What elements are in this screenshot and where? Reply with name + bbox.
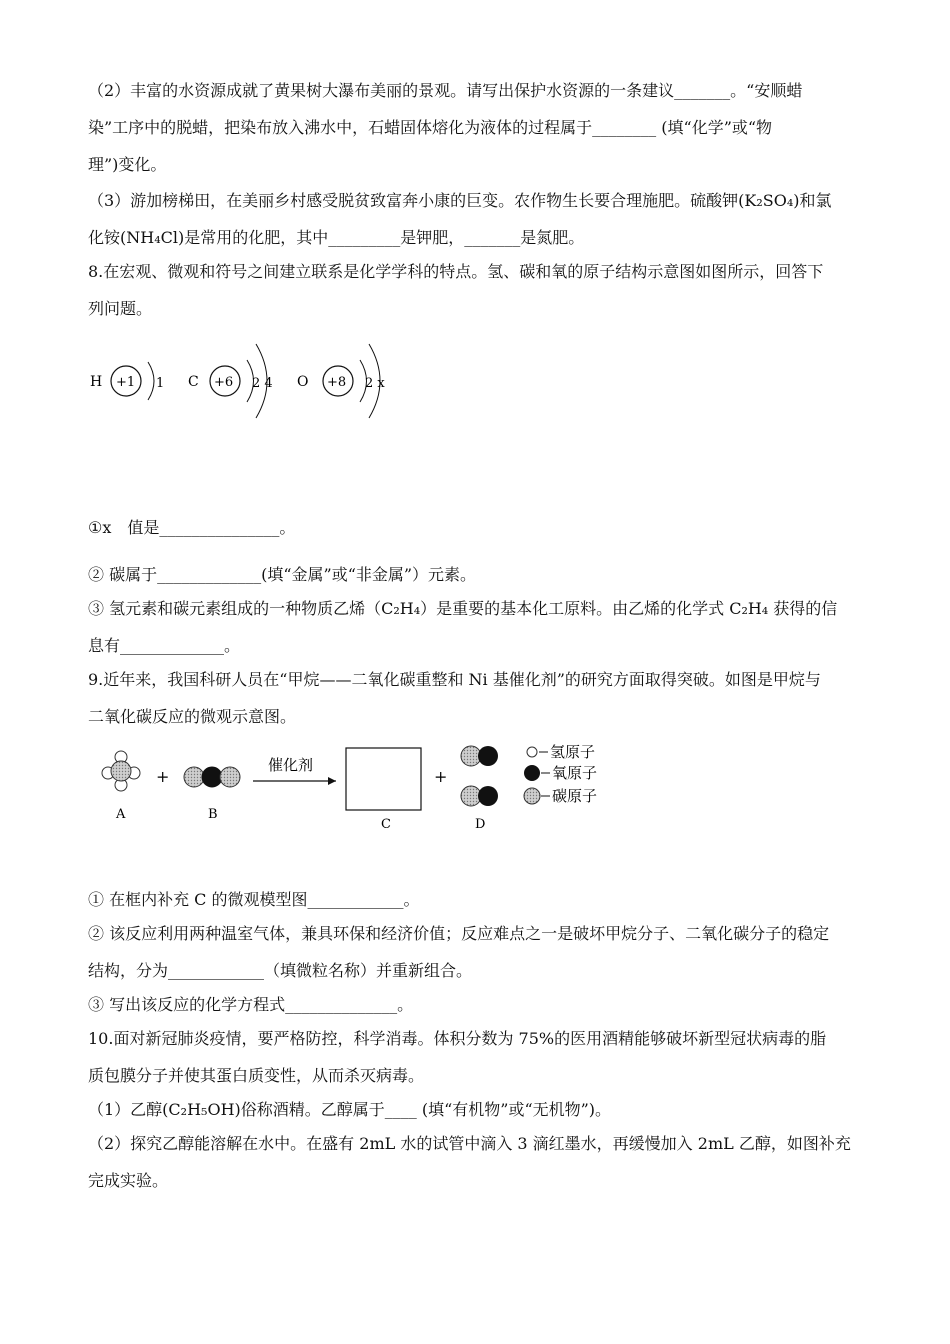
q9-stem-line1: 9.近年来，我国科研人员在“甲烷——二氧化碳重整和 Ni 基催化剂”的研究方面取得突破。如图是甲烷与 xyxy=(88,670,821,689)
q7-part2-line2: 染”工序中的脱蜡，把染布放入沸水中，石蜡固体熔化为液体的过程属于________ (填“化学”或“物 xyxy=(88,118,773,137)
q7-part3-line1: （3）游加榜梯田，在美丽乡村感受脱贫致富奔小康的巨变。农作物生长要合理施肥。硫酸钾(K₂SO₄)和氯 xyxy=(88,191,832,210)
q8-stem-line1: 8.在宏观、微观和符号之间建立联系是化学学科的特点。氢、碳和氧的原子结构示意图如图所示，回答下 xyxy=(88,262,824,281)
q8-sub3-line1: ③ 氢元素和碳元素组成的一种物质乙烯（C₂H₄）是重要的基本化工原料。由乙烯的化学式 C₂H₄ 获得的信 xyxy=(88,599,838,618)
plus-sign-2: + xyxy=(434,767,448,786)
atom-o-shell-electrons: 2 x xyxy=(365,376,385,391)
box-c-product xyxy=(346,748,421,810)
q9-sub1: ① 在框内补充 C 的微观模型图____________。 xyxy=(88,890,420,909)
atom-c-symbol: C xyxy=(188,374,199,390)
atom-c-nucleus-charge: +6 xyxy=(214,375,234,390)
atom-h-nucleus-charge: +1 xyxy=(116,375,136,390)
q9-sub2-line2: 结构，分为____________（填微粒名称）并重新组合。 xyxy=(88,961,473,980)
q7-part2-line3: 理”)变化。 xyxy=(88,155,167,174)
legend-hydrogen: 氢原子 xyxy=(550,743,596,761)
label-b: B xyxy=(208,807,218,822)
atom-h-shell-1 xyxy=(148,362,154,400)
q8-sub1: ①x 值是_______________。 xyxy=(88,518,296,537)
atom-o-symbol: O xyxy=(297,374,309,390)
reaction-arrow-head xyxy=(328,777,336,785)
q10-part2-line1: （2）探究乙醇能溶解在水中。在盛有 2mL 水的试管中滴入 3 滴红墨水，再缓慢加入 2mL 乙醇，如图补充 xyxy=(88,1134,851,1153)
label-a: A xyxy=(116,807,126,822)
q7-part3-line2: 化铵(NH₄Cl)是常用的化肥，其中_________是钾肥，_______是氮肥。 xyxy=(88,228,585,247)
reaction-micro-diagram xyxy=(88,740,648,840)
q8-sub2: ② 碳属于_____________(填“金属”或“非金属”）元素。 xyxy=(88,565,477,584)
q8-sub3-line2: 息有_____________。 xyxy=(88,636,241,655)
q9-sub3: ③ 写出该反应的化学方程式______________。 xyxy=(88,995,414,1014)
q10-part2-line2: 完成实验。 xyxy=(88,1171,169,1190)
atom-h-shell-electrons: 1 xyxy=(156,376,165,391)
q8-stem-line2: 列问题。 xyxy=(88,299,153,318)
label-d: D xyxy=(475,817,486,832)
atom-o-nucleus-charge: +8 xyxy=(327,375,347,390)
label-c: C xyxy=(381,817,391,832)
q9-sub2-line1: ② 该反应利用两种温室气体，兼具环保和经济价值；反应难点之一是破坏甲烷分子、二氧化碳分子的稳定 xyxy=(88,924,830,943)
q10-stem-line2: 质包膜分子并使其蛋白质变性，从而杀灭病毒。 xyxy=(88,1066,425,1085)
q7-part2-line1: （2）丰富的水资源成就了黄果树大瀑布美丽的景观。请写出保护水资源的一条建议_______。“安顺蜡 xyxy=(88,81,803,100)
legend-carbon: 碳原子 xyxy=(552,787,598,805)
molecule-d-carbon-monoxide xyxy=(461,746,498,806)
molecule-b-carbon-dioxide xyxy=(184,767,240,787)
legend xyxy=(524,743,597,805)
catalyst-label: 催化剂 xyxy=(268,756,314,774)
legend-oxygen: 氧原子 xyxy=(552,764,598,782)
plus-sign-1: + xyxy=(156,767,170,786)
q9-stem-line2: 二氧化碳反应的微观示意图。 xyxy=(88,707,297,726)
q10-stem-line1: 10.面对新冠肺炎疫情，要严格防控，科学消毒。体积分数为 75%的医用酒精能够破坏新型冠状病毒的脂 xyxy=(88,1029,827,1048)
atom-c-shell-electrons: 2 4 xyxy=(252,376,273,391)
atom-h-symbol: H xyxy=(90,374,103,390)
molecule-a-methane xyxy=(102,751,140,791)
q10-part1: （1）乙醇(C₂H₅OH)俗称酒精。乙醇属于____ (填“有机物”或“无机物”)。 xyxy=(88,1100,612,1119)
atomic-structure-diagram xyxy=(80,330,410,440)
